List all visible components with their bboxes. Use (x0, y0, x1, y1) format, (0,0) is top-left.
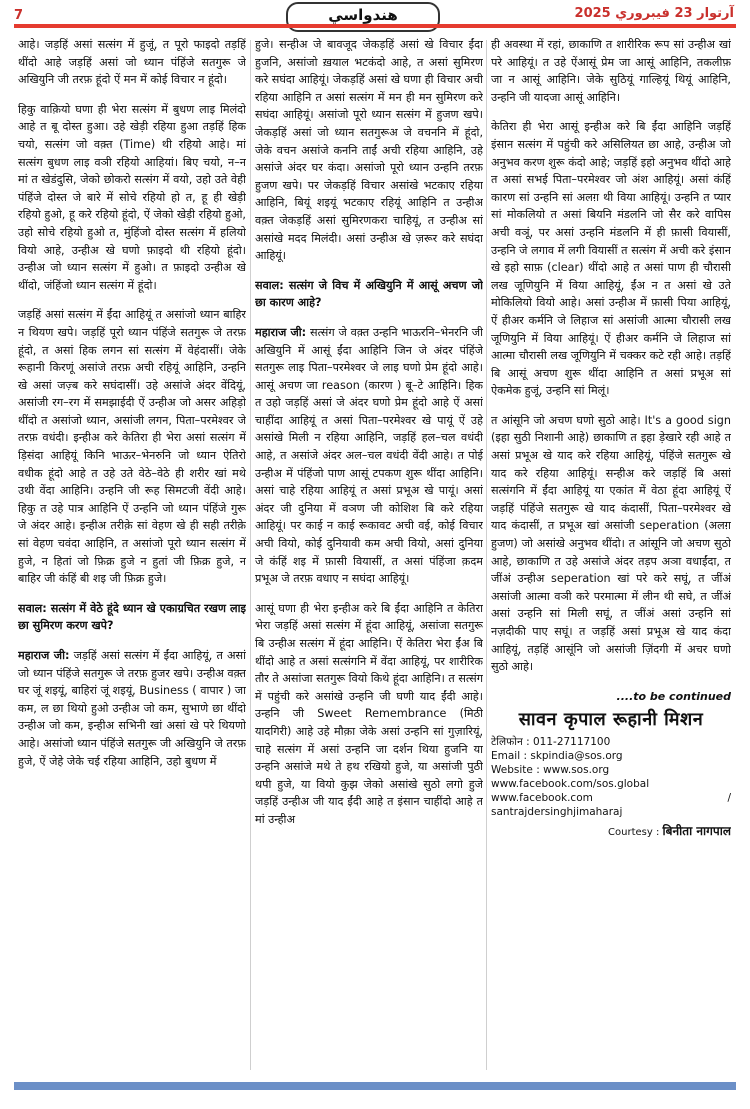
footer-bar (14, 1082, 736, 1090)
contact-block (491, 735, 731, 819)
paragraph: आसूं घणा ही भेरा इन्हीअ करे बि ईंदा आहिनि त केतिरा भेरा जड़हिं असां सत्संग में हूंदा आहियूं, असांजा सतगुरू बि उन्हीअ सत्संग में हूंदा आहिनि। ऐं केतिरा भेरा ईंअ बि थींदो आहे त असां सत्संगनि में वेंदा आहियूं, पर शारीरिक तौर ते असांजा सतगुरू वियो किथे हूंदा आहिनि। त सत्संग में पहुंची करे असांखे उन्हनि जी घणी याद ईंदी आहे। उन्हनि जी Sweet Remembrance (मिठी यादगिरी) आहे उहे मौक़ा जेके असां उन्हनि सां गुज़ारियूं, चाहे सत्संग में असां उन्हनि जा दर्शन थिया हुजनि या उन्हनि असांजे मथे ते हथ रखियो हुजे, या असांजी पुठी थपी हुजे, या वियो कुझ जेको असांखे सुठो लगो हुजे जड़हिं उन्हीअ जी याद ईंदी आहे त इंसान चाहींदो आहे त मां उन्हीअ (255, 601, 483, 826)
courtesy-line: Courtesy : बिनीता नागपाल (608, 823, 731, 838)
article-column-3 (491, 36, 731, 1066)
column-divider (250, 40, 251, 1070)
answer-paragraph (255, 324, 483, 588)
answer-text: सत्संग जे वक़्त उन्हनि भाऊरनि–भेनरनि जी अखियुनि में आसूं ईंदा आहिनि जिन जे अंदर पंहिंजे सतगुरू लाइ पिता–परमेश्वर जे लाइ घणो प्रेम हूंदो आहे। आसूं अचण जा reason (कारण ) बू–टे आहिनि। हिक त उहो जड़हिं असां जे अंदर घणो प्रेम हूंदो आहे ऐं असां चाहींदा आहियूं त असां पिता–परमेश्वर खे पायूं ऐं उहे असांखे मिली न रहिया आहिनि, जड़हिं हल–चल वधंदी आहे, त असांजे अंदर अल–चल वधंदी वेंदी आहे। त पोई उन्हीअ में पंहिंजो पाण आसूं टपकण शुरू थींदा आहिनि। असां चाहे रहिया आहियूं त असां प्रभूअ खे पायूं। असां अंदर जी दुनिया में वञण जी कोशिश बि करे रहिया आहियूं। पर काई न काई रूकावट अची वई, कोई विचार अची वियो, कोई दुनियावी कम अची वियो, असां दुनिया जे कंहिं शइ में फ़ासी वियासीं, त असां पंहिंजा क़दम प्रभूअ जे तरफ़ वधाए न सघंदा आहियूं। (255, 325, 483, 586)
paragraph: ही अवस्था में रहां, छाकाणि त शारीरिक रूप सां उन्हीअ खां परे आहियूं। त उहे ऐंआसूं प्रेम जा आसूं आहिनि, तकलीफ़ जा न आसूं आहिनि। जेके सुठियूं गाल्हियूं थियूं आहिनि, उन्हनि जी यादजा आसूं आहिनि। (491, 38, 731, 104)
paragraph: केतिरा ही भेरा आसूं इन्हीअ करे बि ईंदा आहिनि जड़हिं इंसान सत्संग में पहुंची करे असिलियत छा आहे, उन्हीअ जो अनुभव करण शुरू कंदो आहे; जड़हिं इहो अनुभव थींदो आहे त असां सभई पिता–परमेश्वर जो अंश आहियूं। असां कंहिं कारण सां उन्हनि सां अलग़ थी विया आहियूं। उन्हनि त प्यार सां मोकलियो त असां बियनि मंडलनि जो सैर करे वापिस अची वञूं, पर असां उन्हनि मंडलनि में ही फ़ासी वियासीं, उन्हनि जे लगाव में लगी वियासीं त सत्संग में अची करे इंसान खे इहो साफ़ (clear) थींदो आहे त असां पाण ही चौरासी लख जूणियुनि में विया आहियूं, ईंअ न त असां खे उते मोकिलियो वियो आहे। असां उन्हीअ में फ़ासी पिया आहियूं, ऐं हीअर कर्मनि जे लिहाज सां असांजी आत्मा चौरासी लख जूणियुनि में विया आहियूं। ऐं हीअर कर्मनि जे लिहाज सां आत्मा चौरासी लख जूणियुनि में चक्कर कटे रही आहे। तड़हिं बि आसूं अचण शुरू थींदा आहिनि त असां प्रभूअ सां ऐकमेक हुजूं, उन्हनि सां मिलूं। (491, 120, 731, 398)
header-rule (14, 24, 736, 28)
email-address: Email : skpindia@sos.org (491, 749, 623, 762)
courtesy-name: बिनीता नागपाल (662, 823, 731, 838)
question-heading: सवाल: सत्संग जे विच में अखियुनि में आसूं अचण जो छा कारण आहे? (255, 278, 483, 310)
continued-note: ....to be continued (616, 689, 731, 703)
issue-date: آرتوار 23 فيبروري 2025 (574, 6, 734, 21)
speaker-label: महाराज जी: (255, 325, 307, 339)
article-column-2 (255, 36, 483, 1066)
mission-title: सावन कृपाल रूहानी मिशन (518, 709, 704, 731)
facebook-link: www.facebook.com/sos.global (491, 777, 650, 790)
answer-text: जड़हिं असां सत्संग में ईंदा आहियूं, त असां जो ध्यान पंहिंजे सतगुरू जे तरफ़ हुजर खपे। उन्हीअ वक़्त घर जूं शइयूं, बाहिरां जूं शइयूं, Business ( वापार ) जा कम, ल छा थियो हुओ उन्हीअ जो कम, सुभाणे छा थींदो उन्हीअ जो कम, इन्हीअ सभिनी खां असां खे परे थियणो आहे। असांजो ध्यान पंहिंजे सतगुरू जी अखियुनि जे तरफ़ हुजे, ऐं जेहे जेके चई रहिया आहिनि, उहो बुधण में (18, 649, 246, 768)
paragraph: हुजे। सन्हीअ जे बावजूद जेकड़हिं असां खे विचार ईंदा हुजनि, असांजो ख़याल भटकंदो आहे, त असां सुमिरण करे सघंदा आहियूं। जेकड़हिं असां खे घणा ही विचार अची रहिया आहिनि त असां सत्संग में मन ही मन सुमिरण करे सघंदा आहियूं। असांजो पूरो ध्यान सत्संग में हुजण खपे। जेकड़हिं असां जो ध्यान सतगुरूअ जे वचननि में हूंदो, जेके वचन असांजे कननि ताईं अची रहिया आहिनि, उहे असांजे अंदर घर कंदा। असांजो पूरो ध्यान उन्हनि तरफ़ हुजण खपे। पर जेकड़हिं विचार असांखे भटकाए रहिया आहिनि, बियूं शइयूं भटकाए रहियूं आहिनि त उन्हीअ वक़्त जेकड़हिं असां सुमिरणकरा चाहियूं, त उन्हीअ सां असांखे मदद मिलंदी। असां उन्हीअ खे ज़रूर करे सघंदा आहियूं। (255, 38, 483, 263)
website-link: Website : www.sos.org (491, 763, 610, 776)
column-divider (486, 40, 487, 1070)
paragraph: त आंसूनि जो अचण घणो सुठो आहे। It's a good sign (इहा सुठी निशानी आहे) छाकाणि त इहा ड़ेखारे रही आहे त असां प्रभूअ खे याद करे रहिया आहियूं, पंहिंजे सतगुरू खे याद करे रहिया आहियूं। सन्हीअ करे जड़हिं बि असां सत्संगनि में ईंदा आहियूं या एकांत में वेठा हूंदा आहियूं ऐं जड़हिं पंहिंजे सतगुरू खे याद कंदासीं, पिता–परमेश्वर खे याद कंदासीं, त प्रभूअ खां असांजी seperation (अलग़ हुजण) जो असांखे अनुभव थींदो। त आंसूनि जो अचण सुठो आहे, छाकाणि त उहे असांजे अंदर तड़प अञा वधाईंदा, त जींअं उन्हीअ seperation खां परे करे सघूं, त जींअं असांजी आत्मा वञी करे परमात्मा में लीन थी सघे, त जींअं असां उन्हनि सां मिली सघूं, त जींअं असां उन्हनि सां नज़दीकी पाए सघूं। त जड़हिं असां प्रभूअ खे याद कंदा आहियूं, तड़हिं आसूंनि जो असांजी ज़िंदगी में अचर घणो सुठो आहे। (491, 413, 731, 674)
answer-paragraph (18, 647, 246, 770)
phone-number: टेलिफोन : 011-27117100 (491, 735, 611, 748)
paragraph: आहे। जड़हिं असां सत्संग में हुजूं, त पूरो फाइदो तड़हिं थींदो आहे जड़हिं असां जो ध्यान पंहिंजे सतगुरू जे अखियुनि जी तरफ़ हूंदो ऐं मन में कोई विचार न हूंदो। (18, 38, 246, 87)
paragraph: हिकु वाक़ियो घणा ही भेरा सत्संग में बुधण लाइ मिलंदो आहे त बू दोस्त हुआ। उहे खेड़ी रहिया हुआ तड़हिं हिक चयो, सत्संग जो वक़्त (Time) थी रहियो आहे। मां सत्संग बुधण लाइ वञी रहियो आहियां। बिए चयो, न–न मां त खेडंदुसि, जेको छोकरो सत्संग में वयो, उहो उते वेही पंहिंजे दोस्त जे बारे में सोचे रहियो हो त, हू ही खेड़ी रहियो हुओ, हू करे रहियो हूंदो, ऐं जेको खेड़ी रहियो हुओ, उहो सोचे रहियो हुओ त, मुंहिंजो दोस्त सत्संग में हलियो वियो आहे, उन्हीअ खे घणो फ़ाइदो थी रहियो हूंदो। उन्हीअ जो ध्यान सत्संग में हुओ। त फ़ाइदो उन्हीअ खे थींदो, जंहिंजो ध्यान सत्संग में हूंदो। (18, 102, 246, 292)
speaker-label: महाराज जी: (18, 649, 70, 662)
paragraph: जड़हिं असां सत्संग में ईंदा आहियूं त असांजो ध्यान बाहिर न थियण खपे। जड़हिं पूरो ध्यान पंहिंजे सतगुरू जे तरफ़ हूंदो, त असां हिक लगन सां सत्संग में वेहंदासीं। जेके रूहानी किरणूं असांजे तरफ़ अची रहियूं आहिनि, उन्हनि खे असां जज़्ब करे सघंदासीं। उहे असांजे अंदर वेंदियूं, असांजी रग–रग में समझाईदी ऐं उन्हीअ जो असर अहिड़ो थींदो त असांजो ध्यान, असांजी लगन, पिता–परमेश्वर जे तरफ़ वधंदी। इन्हीअ करे केतिरा ही भेरा असां सत्संग में ड़िसंदा आहियूं किनि भाऊर–भेनरुनि जो ध्यान ऐतिरो वधीक हूंदो आहे त उहे उते वेठे–वेठे ही शरीर खां मथे उथी वेंदा आहिनि। उन्हनि जी रूह सिमटजी वेंदी आहे। हिकु त उहे पात्र आहिनि ऐं उन्हनि जो ध्यान पंहिंजे गुरू जे अंदर आहे। इन्हीअ तरीक़े सां वेहण खे ही सही तरीक़े सां वेहण चवंदा आहिनि, त असांजो पूरो ध्यान सत्संग में हुजे, न हितां जो फ़िक्र हुजे न हुतां जी फ़िक्र हुजे, न बाहिर जी कंहिं बी शइ जी फ़िक्र हुजे। (18, 308, 246, 586)
facebook-link: www.facebook.com / santrajdersinghjimaharaj (491, 791, 731, 818)
page-number: 7 (14, 8, 24, 23)
question-heading: सवाल: सत्संग में वेठे हूंदे ध्यान खे एकाग्रचित रखण लाइ छा सुमिरण करण खपे? (18, 601, 246, 633)
article-column-1 (18, 36, 246, 1066)
page-header (0, 0, 750, 32)
newspaper-logo: هندواسي (286, 2, 440, 32)
